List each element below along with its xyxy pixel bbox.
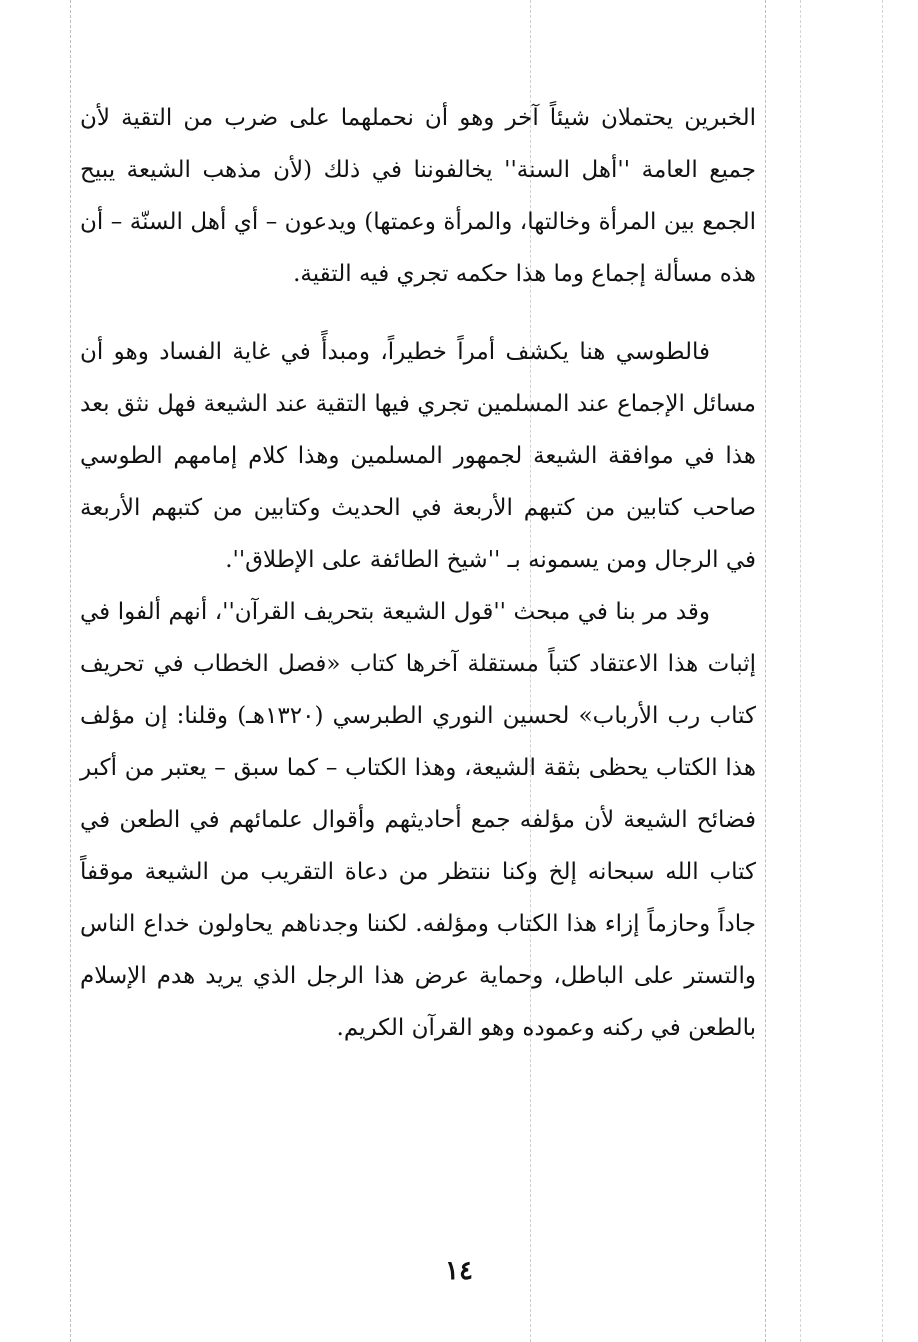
page-number: ١٤: [445, 1256, 473, 1286]
paragraph-3: وقد مر بنا في مبحث ''قول الشيعة بتحريف القرآن''، أنهم ألفوا في إثبات هذا الاعتقاد كتباً مستقلة آخرها كتاب «فصل الخطاب في تحريف كتاب رب الأرباب» لحسين النوري الطبرسي (١٣٢٠هـ) وقلنا: إن مؤلف هذا الكتاب يحظى بثقة الشيعة، وهذا الكتاب – كما سبق – يعتبر من أكبر فضائح الشيعة لأن مؤلفه جمع أحاديثهم وأقوال علمائهم في الطعن في كتاب الله سبحانه إلخ وكنا ننتظر من دعاة التقريب من الشيعة موقفاً جاداً وحازماً إزاء هذا الكتاب ومؤلفه. لكننا وجدناهم يحاولون خداع الناس والتستر على الباطل، وحماية عرض هذا الرجل الذي يريد هدم الإسلام بالطعن في ركنه وعموده وهو القرآن الكريم.: [80, 599, 756, 1041]
body-text: [80, 92, 756, 1054]
paragraph-2: فالطوسي هنا يكشف أمراً خطيراً، ومبدأً في غاية الفساد وهو أن مسائل الإجماع عند المسلمين تجري فيها التقية عند الشيعة فهل نثق بعد هذا في موافقة الشيعة لجمهور المسلمين وهذا كلام إمامهم الطوسي صاحب كتابين من كتبهم الأربعة في الحديث وكتابين من كتبهم الأربعة في الرجال ومن يسمونه بـ ''شيخ الطائفة على الإطلاق''.: [80, 339, 756, 573]
scan-guide-line: [800, 0, 801, 1342]
scan-guide-line: [882, 0, 883, 1342]
paragraph-1: الخبرين يحتملان شيئاً آخر وهو أن نحملهما على ضرب من التقية لأن جميع العامة ''أهل السنة'' يخالفوننا في ذلك (لأن مذهب الشيعة يبيح الجمع بين المرأة وخالتها، والمرأة وعمتها) ويدعون – أي أهل السنّة – أن هذه مسألة إجماع وما هذا حكمه تجري فيه التقية.: [80, 105, 756, 287]
scan-guide-line: [70, 0, 71, 1342]
scan-guide-line: [765, 0, 766, 1342]
